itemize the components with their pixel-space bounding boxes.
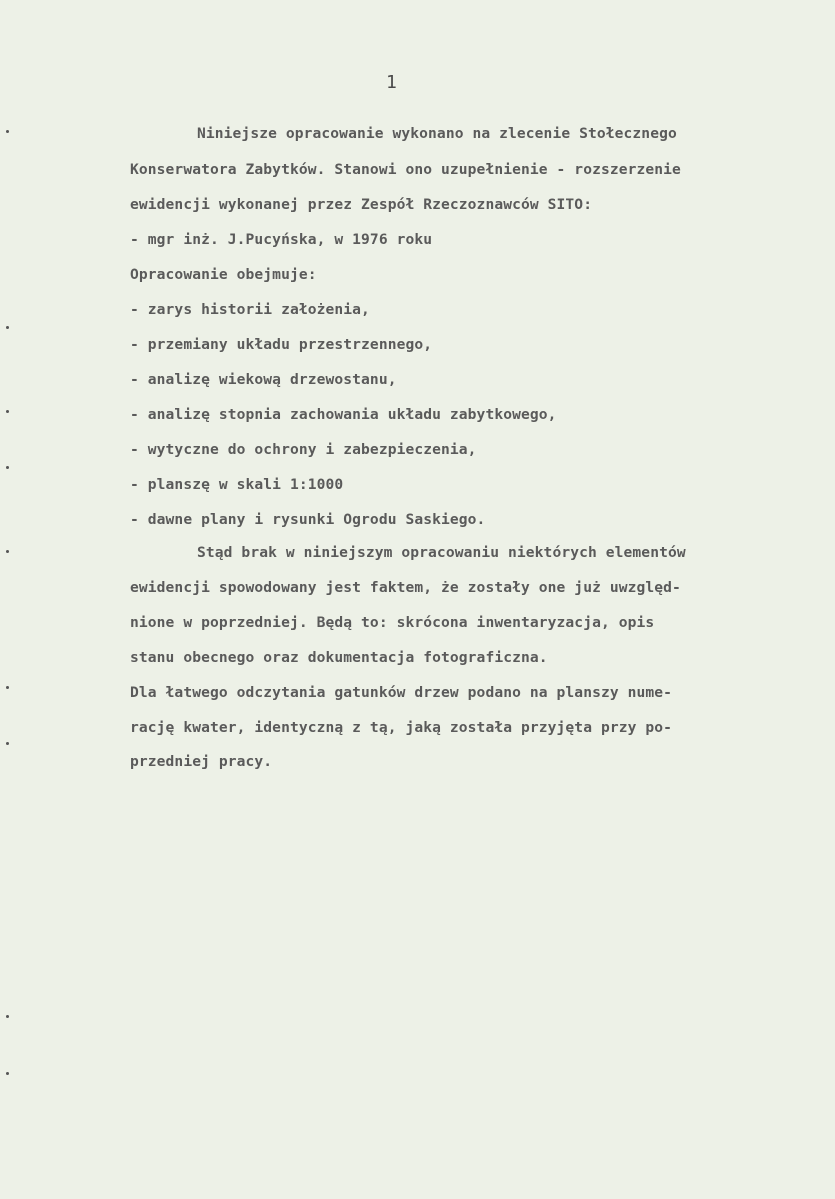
binding-hole-mark [6, 466, 9, 469]
text-line: Dla łatwego odczytania gatunków drzew podano na planszy nume- [130, 684, 673, 701]
list-item: - przemiany układu przestrzennego, [130, 336, 433, 353]
binding-hole-mark [6, 410, 9, 413]
text-line: przedniej pracy. [130, 753, 273, 770]
list-item: - wytyczne do ochrony i zabezpieczenia, [130, 441, 477, 458]
list-item: - analizę wiekową drzewostanu, [130, 371, 397, 388]
list-item: - zarys historii założenia, [130, 301, 370, 318]
text-line: nione w poprzedniej. Będą to: skrócona inwentaryzacja, opis [130, 614, 655, 631]
binding-hole-mark [6, 1015, 9, 1018]
text-line: rację kwater, identyczną z tą, jaką została przyjęta przy po- [130, 719, 673, 736]
text-line: ewidencji spowodowany jest faktem, że zostały one już uwzględ- [130, 579, 681, 596]
text-line: Opracowanie obejmuje: [130, 266, 317, 283]
page-number: 1 [386, 72, 397, 93]
binding-hole-mark [6, 686, 9, 689]
text-line: Stąd brak w niniejszym opracowaniu niektórych elementów [197, 544, 686, 561]
binding-hole-mark [6, 550, 9, 553]
binding-hole-mark [6, 130, 9, 133]
text-line: Konserwatora Zabytków. Stanowi ono uzupełnienie - rozszerzenie [130, 161, 681, 178]
binding-hole-mark [6, 326, 9, 329]
binding-hole-mark [6, 1072, 9, 1075]
list-item: - analizę stopnia zachowania układu zabytkowego, [130, 406, 557, 423]
text-line: ewidencji wykonanej przez Zespół Rzeczoznawców SITO: [130, 196, 593, 213]
list-item: - planszę w skali 1:1000 [130, 476, 344, 493]
binding-hole-mark [6, 742, 9, 745]
text-line: - mgr inż. J.Pucyńska, w 1976 roku [130, 231, 433, 248]
text-line: Niniejsze opracowanie wykonano na zlecenie Stołecznego [197, 125, 677, 142]
list-item: - dawne plany i rysunki Ogrodu Saskiego. [130, 511, 486, 528]
text-line: stanu obecnego oraz dokumentacja fotograficzna. [130, 649, 548, 666]
